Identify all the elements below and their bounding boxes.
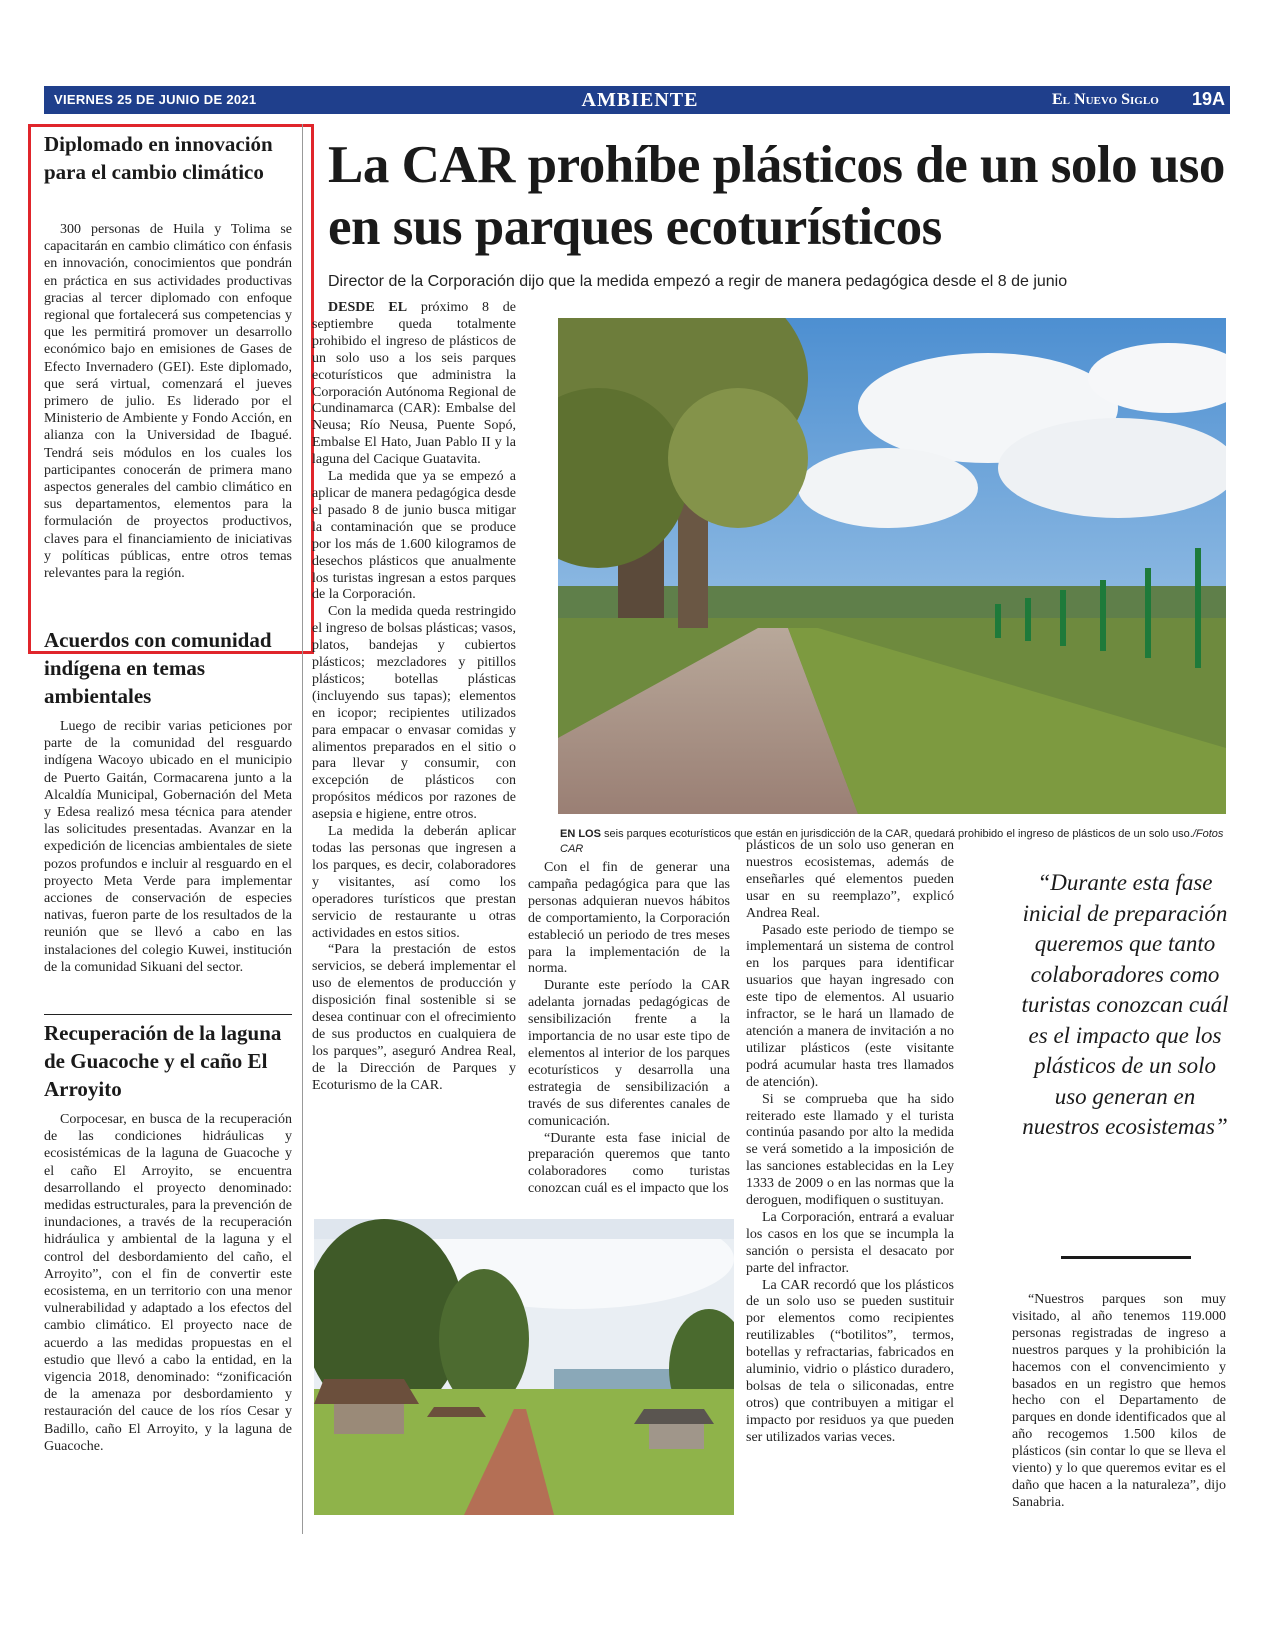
article-deck: Director de la Corporación dijo que la medida empezó a regir de manera pedagógica desde el 8 de junio	[328, 273, 1068, 290]
brief-title-acuerdos: Acuerdos con comunidad indígena en temas ambientales	[44, 628, 272, 708]
article-paragraph: La CAR recordó que los plásticos de un solo uso se pueden sustituir por elementos como recipientes reutilizables (“botilitos”, termos, botellas y refractarias, fabricados en aluminio, vidrio o plástico duradero, bolsas de tela o siliconadas, entre otros) que contribuyen a mitigar el impacto por residuos ya que pueden ser utilizados varias veces.	[746, 1277, 954, 1445]
brief-body-guacoche: Corpocesar, en busca de la recuperación de las condiciones hidráulicas y ecosistémicas de la laguna de Guacoche y el caño El Arroyito, se encuentra desarrollando el proyecto denominado: medidas estructurales, para la prevención de inundaciones, a través de la recuperación hidráulica y ambiental de la laguna y el control del desbordamiento del caño, el Arroyito”, con el fin de convertir este ecosistema, en un territorio con una menor vulnerabilidad y adaptado a los efectos del cambio climático. El proyecto nace de acuerdo a las medidas propuestas en el estudio que llevó a cabo la entidad, en la vigencia 2018, denominado: “zonificación de la amenaza por desbordamiento y restauración del cauce de los ríos Cesar y Badillo, caño El Arroyito, y la laguna de Guacoche.	[44, 1112, 293, 1454]
brief-body-diplomado: 300 personas de Huila y Tolima se capacitarán en cambio climático con énfasis en innovación, conocimientos que pondrán en práctica en sus actividades productivas gracias al tercer diplomado con enfoque regional que fortalecerá sus competencias y que les permitirá promover un desarrollo económico bajo en emisiones de Gases de Efecto Invernadero (GEI). Este diplomado, que será virtual, comenzará el jueves primero de julio. Es liderado por el Ministerio de Ambiente y Fondo Acción, en alianza con la Universidad de Ibagué. Tendrá seis módulos en los cuales los participantes conocerán de primera mano aspectos generales del cambio climático en sus departamentos, elementos para la formulación de proyectos productivos, claves para el financiamiento de iniciativas y políticas públicas, entre otros temas relevantes para la región.	[44, 222, 292, 582]
article-paragraph: plásticos de un solo uso generan en nuestros ecosistemas, además de enseñarles qué elementos pueden usar en su reemplazo”, explicó Andrea Real.	[746, 838, 954, 921]
photo-credit: /Fotos CAR	[560, 828, 1224, 855]
article-column-2	[528, 860, 730, 1198]
article-paragraph: “Durante esta fase inicial de preparación queremos que tanto colaboradores como turistas conozcan cuál es el impacto que los	[528, 1130, 730, 1197]
article-paragraph: Con la medida queda restringido el ingreso de bolsas plásticas; vasos, platos, bandejas y cubiertos plásticos; mezcladores y pitillos plásticos; botellas plásticas (incluyendo sus tapas); elementos en icopor; recipientes utilizados para empacar o envasar comidas y alimentos preparados en el sitio o para llevar y consumir, con excepción de plásticos con propósitos médicos por razones de asepsia e higiene, entre otros.	[312, 604, 516, 823]
article-paragraph: La medida la deberán aplicar todas las personas que ingresen a los parques, es decir, colaboradores y visitantes, así como los operadores turísticos que prestan servicio de restaurante u otras actividades en estos sitios.	[312, 824, 516, 941]
section-name: AMBIENTE	[581, 89, 699, 111]
article-paragraph: “Para la prestación de estos servicios, se deberá implementar el uso de elementos de producción y disposición final sostenible si se desea continuar con el ofrecimiento de sus productos en cualquiera de los parques”, aseguró Andrea Real, de la Dirección de Parques y Ecoturismo de la CAR.	[312, 942, 516, 1093]
issue-date: VIERNES 25 DE JUNIO DE 2021	[54, 92, 257, 107]
article-paragraph: La medida que ya se empezó a aplicar de manera pedagógica desde el pasado 8 de junio busca mitigar la contaminación que se produce por los más de 1.600 kilogramos de desechos plásticos que anualmente los turistas ingresan a estos parques de la Corporación.	[312, 469, 516, 603]
article-lead-in: DESDE EL	[328, 300, 408, 315]
article-paragraph: “Nuestros parques son muy visitado, al año tenemos 119.000 personas registradas de ingreso a nuestros parques y la prohibición la hacemos con el convencimiento y basados en un registro que hemos hecho con el Departamento de parques en donde identificados que al año recogemos 1.500 kilos de plásticos (sin contar lo que se lleva el viento) y lo que queremos evitar es el daño que hacen a la naturaleza”, dijo Sanabria.	[1012, 1292, 1226, 1510]
article-column-1	[312, 300, 516, 1095]
pull-quote-rule	[1061, 1256, 1191, 1259]
brief-divider	[44, 1014, 292, 1015]
caption-text: seis parques ecoturísticos que están en jurisdicción de la CAR, quedará prohibido el ingreso de plásticos de un solo uso.	[600, 828, 1193, 840]
article-column-3	[746, 838, 954, 1447]
brief-title-guacoche: Recuperación de la laguna de Guacoche y el caño El Arroyito	[44, 1021, 282, 1101]
page-number: 19A	[1192, 89, 1226, 109]
article-paragraph: Con el fin de generar una campaña pedagógica para que las personas adquieran nuevos hábitos de comportamiento, la Corporación estableció un periodo de tres meses para la implementación de la norma.	[528, 860, 730, 977]
pull-quote: “Durante esta fase inicial de preparación queremos que tanto colaboradores como turistas conozcan cuál es el impacto que los plásticos de un solo uso generan en nuestros ecosistemas”	[1021, 870, 1229, 1139]
photo-stone-path-lake	[558, 318, 1226, 814]
article-paragraph: Durante este período la CAR adelanta jornadas pedagógicas de sensibilización frente a la importancia de no usar este tipo de elementos al interior de los parques ecoturísticos y desarrolla una estrategia de sensibilización a través de sus diferentes canales de comunicación.	[528, 978, 730, 1129]
article-headline: La CAR prohíbe plásticos de un solo uso en sus parques ecoturísticos	[328, 136, 1225, 256]
brief-title-diplomado: Diplomado en innovación para el cambio climático	[44, 132, 273, 184]
caption-lead-in: EN LOS	[560, 828, 601, 840]
column-rule	[302, 124, 303, 1534]
article-paragraph: Pasado este periodo de tiempo se implementará un sistema de control en los parques para identificar usuarios que hayan ingresado con este tipo de elementos. Al usuario infractor, se le hará un llamado de atención a manera de invitación a no utilizar plásticos (este visitante podrá acumular hasta tres llamados de atención).	[746, 922, 954, 1090]
photo-park-shelters	[314, 1219, 734, 1515]
brief-body-acuerdos: Luego de recibir varias peticiones por parte de la comunidad del resguardo indígena Wacoyo ubicado en el municipio de Puerto Gaitán, Cormacarena junto a la Alcaldía Municipal, Gobernación del Meta y Edesa realizó mesa técnica para atender las solicitudes presentadas. Avanzar en la expedición de licencias ambientales de siete pozos profundos e incluir al resguardo en el proyecto Meta Verde para implementar acciones de conservación de especies nativas, fueron parte de los resultados de la reunión que se llevó a cabo en las instalaciones del colegio Kuwei, institución de la comunidad Sikuani del sector.	[44, 719, 292, 975]
article-column-4	[1012, 1292, 1226, 1512]
article-paragraph: Si se comprueba que ha sido reiterado este llamado y el turista continúa pasando por alto la medida se verá sometido a la imposición de las sanciones establecidas en la Ley 1333 de 2009 o en las normas que la deroguen, modifiquen o sustituyan.	[746, 1091, 954, 1209]
article-paragraph: próximo 8 de septiembre queda totalmente prohibido el ingreso de plásticos de un solo uso a los seis parques ecoturísticos que administra la Corporación Autónoma Regional de Cundinamarca (CAR): Embalse del Neusa; Río Neusa, Puente Sopó, Embalse El Hato, Juan Pablo II y la laguna del Cacique Guatavita.	[312, 300, 517, 468]
article-paragraph: La Corporación, entrará a evaluar los casos en los que se incumpla la sanción o persista el desacato por parte del infractor.	[746, 1209, 954, 1276]
newspaper-name: El Nuevo Siglo	[1052, 91, 1159, 108]
